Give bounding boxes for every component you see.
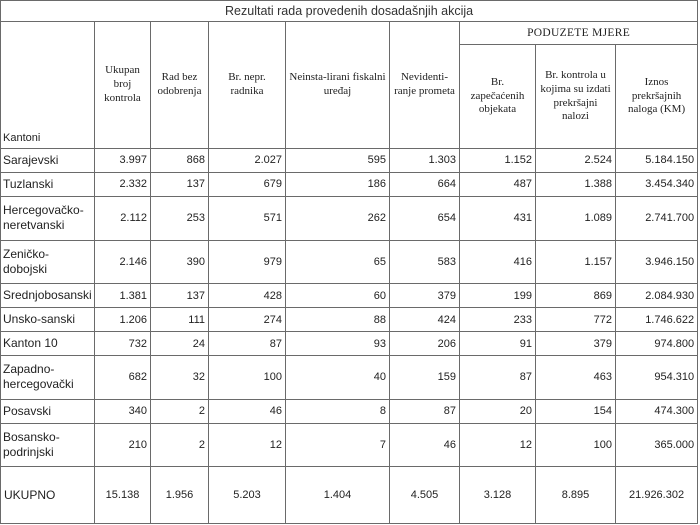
cell: 474.300 [616, 399, 698, 423]
cell: 3.946.150 [616, 240, 698, 284]
cell: 3.454.340 [616, 172, 698, 196]
cell: 428 [209, 284, 286, 308]
table-row [1, 332, 698, 356]
cell: 159 [390, 356, 460, 400]
table-row [1, 308, 698, 332]
cell: 199 [460, 284, 536, 308]
cell: 87 [460, 356, 536, 400]
cell: 24 [151, 332, 209, 356]
total-label: UKUPNO [1, 467, 95, 524]
cell: 1.206 [95, 308, 151, 332]
cell: 186 [286, 172, 390, 196]
total-row [1, 467, 698, 524]
cell: 416 [460, 240, 536, 284]
header-br-nepr-radnika: Br. nepr. radnika [209, 22, 286, 149]
table-row [1, 196, 698, 240]
total-cell: 1.956 [151, 467, 209, 524]
cell: 12 [460, 423, 536, 467]
cell: 365.000 [616, 423, 698, 467]
table-title: Rezultati rada provedenih dosadašnjih akcija [1, 1, 698, 22]
cell: 100 [536, 423, 616, 467]
cell: 60 [286, 284, 390, 308]
cell: 571 [209, 196, 286, 240]
total-cell: 4.505 [390, 467, 460, 524]
cell: 91 [460, 332, 536, 356]
header-ukupan-broj-kontrola: Ukupan broj kontrola [95, 22, 151, 149]
table-row [1, 356, 698, 400]
cell: 682 [95, 356, 151, 400]
cell: 732 [95, 332, 151, 356]
row-name: Hercegovačko-neretvanski [1, 196, 95, 240]
cell: 2.332 [95, 172, 151, 196]
cell: 40 [286, 356, 390, 400]
cell: 1.388 [536, 172, 616, 196]
table-row [1, 423, 698, 467]
header-br-zapecacenih-objekata: Br. zapečaćenih objekata [460, 45, 536, 149]
cell: 2 [151, 399, 209, 423]
cell: 46 [390, 423, 460, 467]
header-br-kontrola-prekrsajni-nalozi: Br. kontrola u kojima su izdati prekršajni nalozi [536, 45, 616, 149]
cell: 100 [209, 356, 286, 400]
header-rad-bez-odobrenja: Rad bez odobrenja [151, 22, 209, 149]
cell: 487 [460, 172, 536, 196]
cell: 2.112 [95, 196, 151, 240]
cell: 1.746.622 [616, 308, 698, 332]
cell: 206 [390, 332, 460, 356]
cell: 979 [209, 240, 286, 284]
table-row [1, 284, 698, 308]
header-poduzete-mjere: PODUZETE MJERE [460, 22, 698, 45]
cell: 379 [536, 332, 616, 356]
cell: 869 [536, 284, 616, 308]
cell: 2.741.700 [616, 196, 698, 240]
cell: 233 [460, 308, 536, 332]
cell: 379 [390, 284, 460, 308]
cell: 262 [286, 196, 390, 240]
row-name: Srednjobosanski [1, 284, 95, 308]
cell: 2.524 [536, 149, 616, 173]
row-name: Zeničko-dobojski [1, 240, 95, 284]
cell: 253 [151, 196, 209, 240]
cell: 583 [390, 240, 460, 284]
row-name: Bosansko-podrinjski [1, 423, 95, 467]
cell: 1.152 [460, 149, 536, 173]
cell: 137 [151, 284, 209, 308]
table-row [1, 172, 698, 196]
row-name: Tuzlanski [1, 172, 95, 196]
cell: 2 [151, 423, 209, 467]
cell: 654 [390, 196, 460, 240]
total-cell: 8.895 [536, 467, 616, 524]
cell: 2.146 [95, 240, 151, 284]
cell: 8 [286, 399, 390, 423]
row-name: Unsko-sanski [1, 308, 95, 332]
cell: 5.184.150 [616, 149, 698, 173]
total-cell: 1.404 [286, 467, 390, 524]
cell: 664 [390, 172, 460, 196]
table-row [1, 149, 698, 173]
cell: 974.800 [616, 332, 698, 356]
cell: 154 [536, 399, 616, 423]
cell: 111 [151, 308, 209, 332]
cell: 1.381 [95, 284, 151, 308]
cell: 1.303 [390, 149, 460, 173]
cell: 1.089 [536, 196, 616, 240]
cell: 390 [151, 240, 209, 284]
cell: 431 [460, 196, 536, 240]
cell: 137 [151, 172, 209, 196]
cell: 772 [536, 308, 616, 332]
cell: 210 [95, 423, 151, 467]
total-cell: 5.203 [209, 467, 286, 524]
cell: 7 [286, 423, 390, 467]
cell: 679 [209, 172, 286, 196]
table-row [1, 399, 698, 423]
cell: 3.997 [95, 149, 151, 173]
header-kantoni: Kantoni [1, 22, 95, 149]
cell: 274 [209, 308, 286, 332]
total-cell: 3.128 [460, 467, 536, 524]
cell: 32 [151, 356, 209, 400]
cell: 2.084.930 [616, 284, 698, 308]
cell: 954.310 [616, 356, 698, 400]
cell: 868 [151, 149, 209, 173]
row-name: Kanton 10 [1, 332, 95, 356]
header-iznos-prekrsajnih-naloga: Iznos prekršajnih naloga (KM) [616, 45, 698, 149]
row-name: Posavski [1, 399, 95, 423]
cell: 424 [390, 308, 460, 332]
cell: 340 [95, 399, 151, 423]
header-nevidentiranje-prometa: Nevidenti-ranje prometa [390, 22, 460, 149]
total-cell: 15.138 [95, 467, 151, 524]
cell: 595 [286, 149, 390, 173]
cell: 46 [209, 399, 286, 423]
row-name: Sarajevski [1, 149, 95, 173]
cell: 87 [209, 332, 286, 356]
cell: 1.157 [536, 240, 616, 284]
cell: 65 [286, 240, 390, 284]
cell: 2.027 [209, 149, 286, 173]
row-name: Zapadno-hercegovački [1, 356, 95, 400]
cell: 88 [286, 308, 390, 332]
cell: 87 [390, 399, 460, 423]
cell: 463 [536, 356, 616, 400]
cell: 12 [209, 423, 286, 467]
header-neinstalirani-fiskalni-uredaj: Neinsta-lirani fiskalni uređaj [286, 22, 390, 149]
cell: 93 [286, 332, 390, 356]
cell: 20 [460, 399, 536, 423]
table-row [1, 240, 698, 284]
total-cell: 21.926.302 [616, 467, 698, 524]
